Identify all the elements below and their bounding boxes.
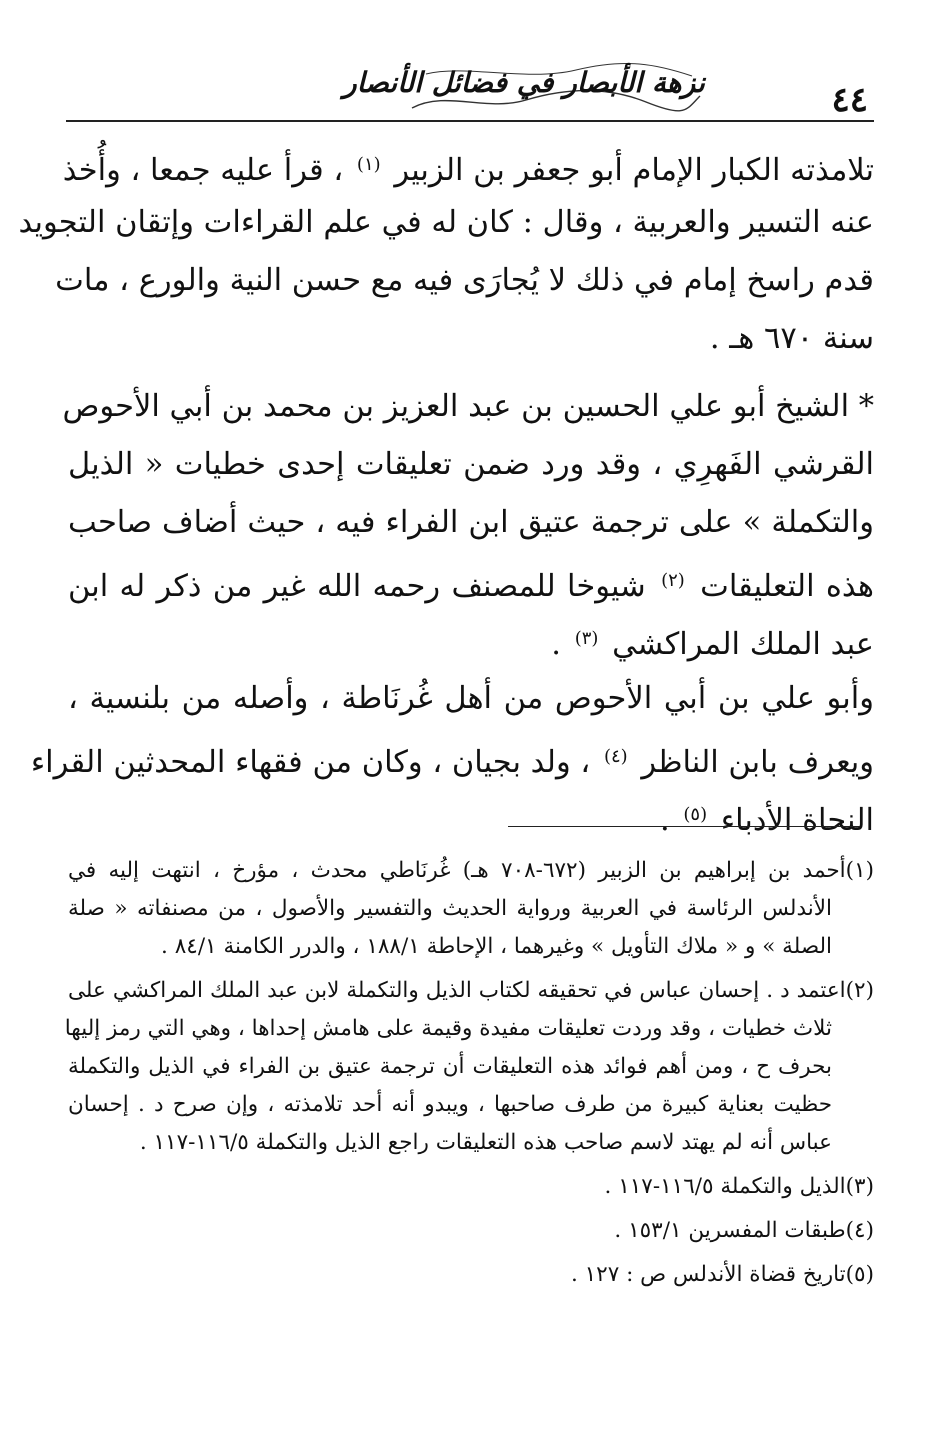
- footnote-3: [68, 1168, 874, 1206]
- text-line: عنه التسير والعربية ، وقال : كان له في علم القراءات وإتقان التجويد: [18, 205, 874, 240]
- footnote-2: [64, 972, 874, 1162]
- text-line: * الشيخ أبو علي الحسين بن عبد العزيز بن محمد بن أبي الأحوص: [62, 389, 874, 424]
- text-line: القرشي الفَهرِي ، وقد ورد ضمن تعليقات إحدى خطيات « الذيل: [68, 447, 874, 482]
- text-line: وأبو علي بن أبي الأحوص من أهل غُرنَاطة ، وأصله من بلنسية ،: [68, 681, 874, 716]
- text-line: تلامذته الكبار الإمام أبو جعفر بن الزبير $^{(١)}$ ، قرأ عليه جمعا ، وأُخذ: [62, 153, 874, 188]
- paragraph: [62, 378, 874, 668]
- main-text: [18, 136, 874, 844]
- text-line: والتكملة » على ترجمة عتيق ابن الفراء فيه ، حيث أضاف صاحب: [68, 505, 874, 540]
- footnote-1: [68, 852, 874, 966]
- footnote-line: (٤)طبقات المفسرين ١٥٣/١ .: [614, 1218, 874, 1243]
- footnote-5: [68, 1256, 874, 1294]
- footnote-line: ثلاث خطيات ، وقد وردت تعليقات مفيدة وقيمة على هامش إحداها ، وهي التي رمز إليها: [64, 1016, 832, 1041]
- text-line: قدم راسخ إمام في ذلك لا يُجارَى فيه مع حسن النية والورع ، مات: [55, 263, 874, 298]
- text-line: سنة ٦٧٠ هـ .: [709, 321, 874, 356]
- text-line: ويعرف بابن الناظر $^{(٤)}$ ، ولد بجيان ، وكان من فقهاء المحدثين القراء: [30, 745, 874, 780]
- paragraph: [30, 670, 874, 844]
- text-line: عبد الملك المراكشي $^{(٣)}$ .: [551, 627, 874, 662]
- footnote-ref[interactable]: (٤): [603, 746, 628, 767]
- footnote-line: (٣)الذيل والتكملة ١١٦/٥-١١٧ .: [604, 1174, 874, 1199]
- text-line: هذه التعليقات $^{(٢)}$ شيوخا للمصنف رحمه الله غير من ذكر له ابن: [68, 569, 874, 604]
- footnote-line: (٥)تاريخ قضاة الأندلس ص : ١٢٧ .: [570, 1262, 874, 1287]
- page-header: [66, 58, 874, 122]
- footnote-ref[interactable]: (١): [356, 154, 381, 175]
- footnote-ref[interactable]: (٣): [574, 628, 599, 649]
- paragraph: [18, 136, 874, 368]
- footnote-line: الصلة » و « ملاك التأويل » وغيرهما ، الإحاطة ١٨٨/١ ، والدرر الكامنة ٨٤/١ .: [161, 934, 832, 959]
- page-number: ٤٤: [831, 80, 868, 120]
- footnote-line: الأندلس الرئاسة في العربية ورواية الحديث والتفسير والأصول ، من مصنفاته « صلة: [68, 896, 832, 921]
- footnote-ref[interactable]: (٥): [683, 804, 708, 825]
- text-line: النحاة الأدباء $^{(٥)}$ .: [659, 803, 874, 838]
- running-title: نزهة الأبصار في فضائل الأنصار: [343, 66, 705, 99]
- footnote-ref[interactable]: (٢): [661, 570, 685, 591]
- footnote-4: [68, 1212, 874, 1250]
- footnote-line: (٢)اعتمد د . إحسان عباس في تحقيقه لكتاب الذيل والتكملة لابن عبد الملك المراكشي على: [68, 978, 874, 1003]
- footnote-line: (١)أحمد بن إبراهيم بن الزبير (٦٧٢-٧٠٨ هـ) غُرنَاطي محدث ، مؤرخ ، انتهت إليه في: [68, 858, 874, 883]
- footnote-line: حظيت بعناية كبيرة من طرف صاحبها ، ويبدو أنه أحد تلامذته ، وإن صرح د . إحسان: [68, 1092, 832, 1117]
- header-rule: [66, 120, 874, 122]
- footnotes: [64, 852, 874, 1294]
- footnote-line: عباس أنه لم يهتد لاسم صاحب هذه التعليقات راجع الذيل والتكملة ١١٦/٥-١١٧ .: [139, 1130, 832, 1155]
- footnote-separator: [508, 826, 860, 827]
- footnote-line: بحرف ح ، ومن أهم فوائد هذه التعليقات أن ترجمة عتيق بن الفراء في الذيل والتكملة: [68, 1054, 832, 1079]
